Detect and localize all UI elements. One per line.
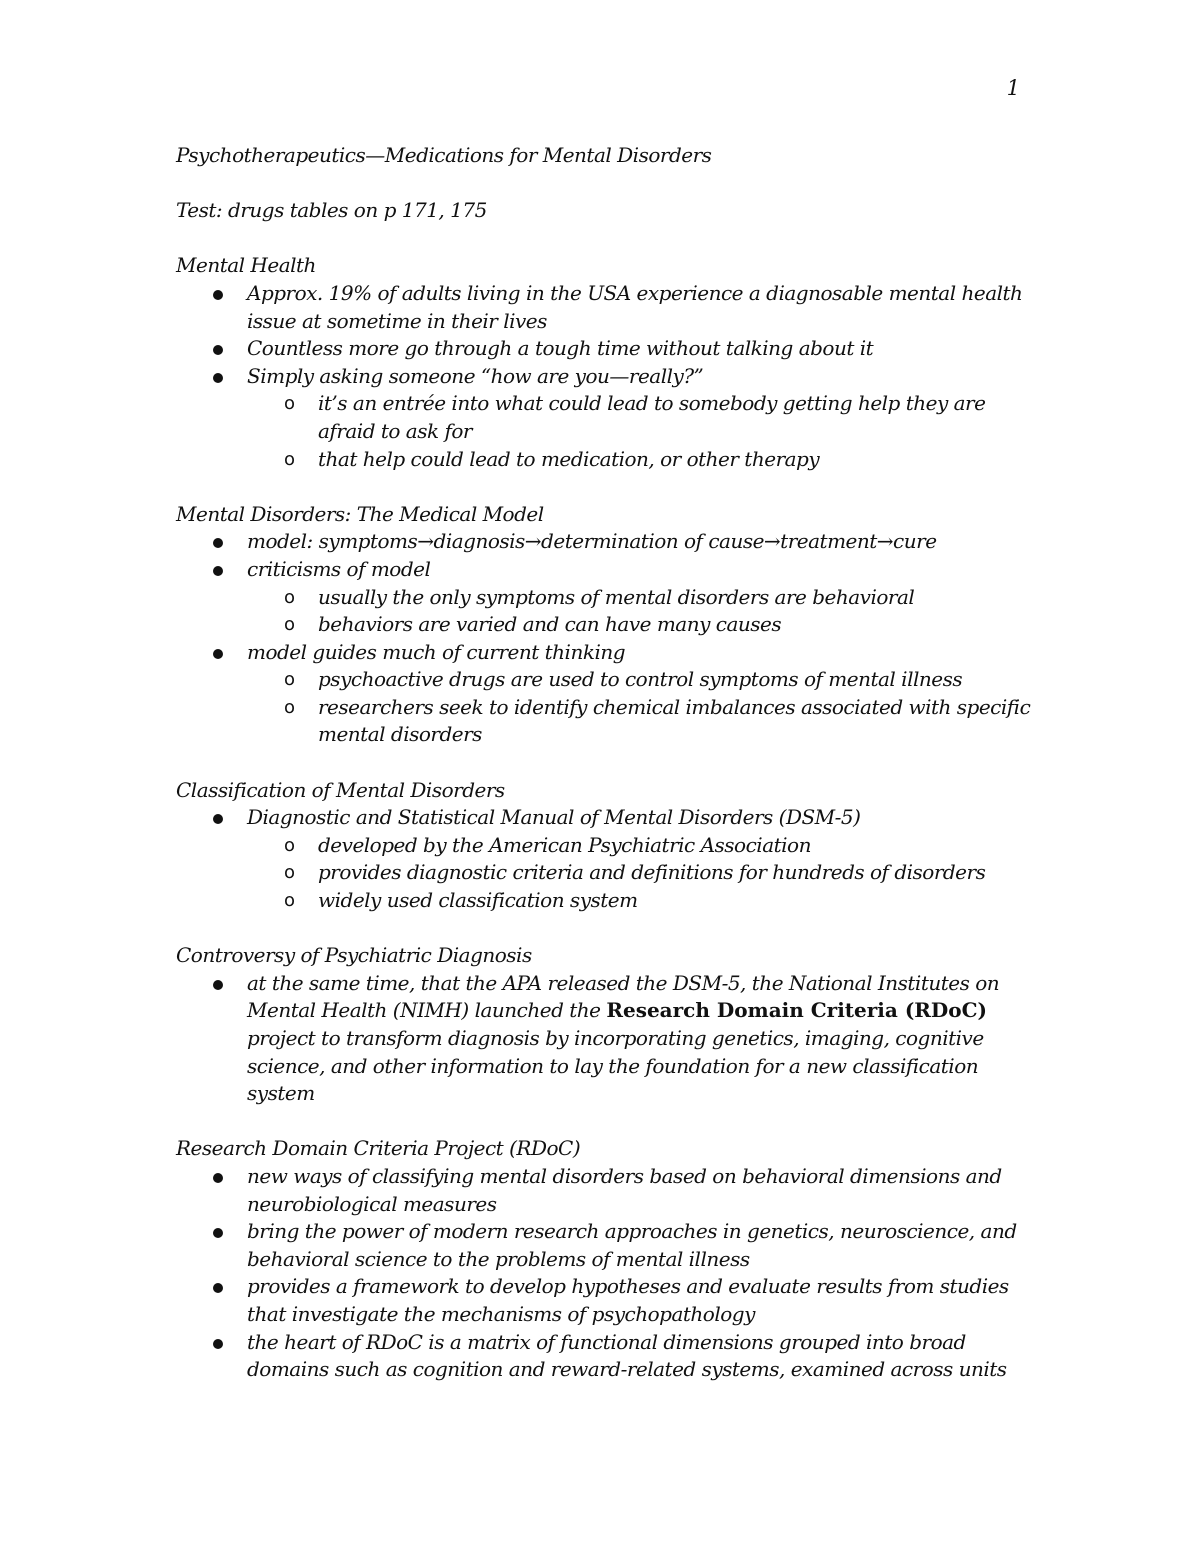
bullet-item: Diagnostic and Statistical Manual of Mental Disorders (DSM-5) (176, 804, 1036, 832)
document-body (176, 142, 1036, 1384)
bullet-item: Approx. 19% of adults living in the USA experience a diagnosable mental health issue at sometime in their lives (176, 280, 1036, 335)
sub-bullet-item: o provides diagnostic criteria and definitions for hundreds of disorders (176, 859, 1036, 887)
rdoc-term: Research Domain Criteria (RDoC) (606, 998, 987, 1023)
bullet-item: Countless more go through a tough time without talking about it (176, 335, 1036, 363)
section-medical-model (176, 501, 1036, 749)
section-controversy (176, 942, 1036, 1108)
bullet-text: project to transform diagnosis by incorporating genetics, imaging, cognitive science, and other information to lay the foundation for a new classification system (247, 1026, 984, 1106)
bullet-item: the heart of RDoC is a matrix of functional dimensions grouped into broad domains such as cognition and reward-related systems, examined across units (176, 1329, 1036, 1384)
section-classification (176, 777, 1036, 915)
bullet-item: provides a framework to develop hypotheses and evaluate results from studies that investigate the mechanisms of psychopathology (176, 1273, 1036, 1328)
section-rdoc (176, 1135, 1036, 1383)
section-heading: Mental Disorders: The Medical Model (176, 501, 544, 526)
sub-bullet-item: o psychoactive drugs are used to control symptoms of mental illness (176, 666, 1036, 694)
sub-bullet-item: o researchers seek to identify chemical imbalances associated with specific mental disorders (176, 694, 1036, 749)
section-heading: Mental Health (176, 253, 316, 278)
document-title: Psychotherapeutics—Medications for Mental Disorders (176, 143, 712, 167)
section-heading: Classification of Mental Disorders (176, 777, 505, 802)
page-number: 1 (1006, 76, 1020, 100)
sub-bullet-item: o behaviors are varied and can have many causes (176, 611, 1036, 639)
bullet-item: new ways of classifying mental disorders based on behavioral dimensions and neurobiological measures (176, 1163, 1036, 1218)
section-heading: Research Domain Criteria Project (RDoC) (176, 1136, 581, 1161)
sub-bullet-item: o that help could lead to medication, or other therapy (176, 446, 1036, 474)
bullet-item: criticisms of model (176, 556, 1036, 584)
section-heading: Controversy of Psychiatric Diagnosis (176, 943, 532, 968)
test-note: Test: drugs tables on p 171, 175 (176, 198, 487, 223)
sub-bullet-item: o widely used classification system (176, 887, 1036, 915)
bullet-item (176, 970, 1036, 1108)
bullet-item: model: symptoms→diagnosis→determination of cause→treatment→cure (176, 528, 1036, 556)
bullet-item: bring the power of modern research approaches in genetics, neuroscience, and behavioral science to the problems of mental illness (176, 1218, 1036, 1273)
sub-bullet-item: o it’s an entrée into what could lead to somebody getting help they are afraid to ask for (176, 390, 1036, 445)
bullet-item: model guides much of current thinking (176, 639, 1036, 667)
bullet-item: Simply asking someone “how are you—really?” (176, 363, 1036, 391)
sub-bullet-item: o developed by the American Psychiatric Association (176, 832, 1036, 860)
sub-bullet-item: o usually the only symptoms of mental disorders are behavioral (176, 584, 1036, 612)
bullet-text: at the same time, that the APA released the DSM-5, the National Institutes on Mental Health (NIMH) launched the (247, 970, 1000, 1023)
section-mental-health (176, 252, 1036, 473)
